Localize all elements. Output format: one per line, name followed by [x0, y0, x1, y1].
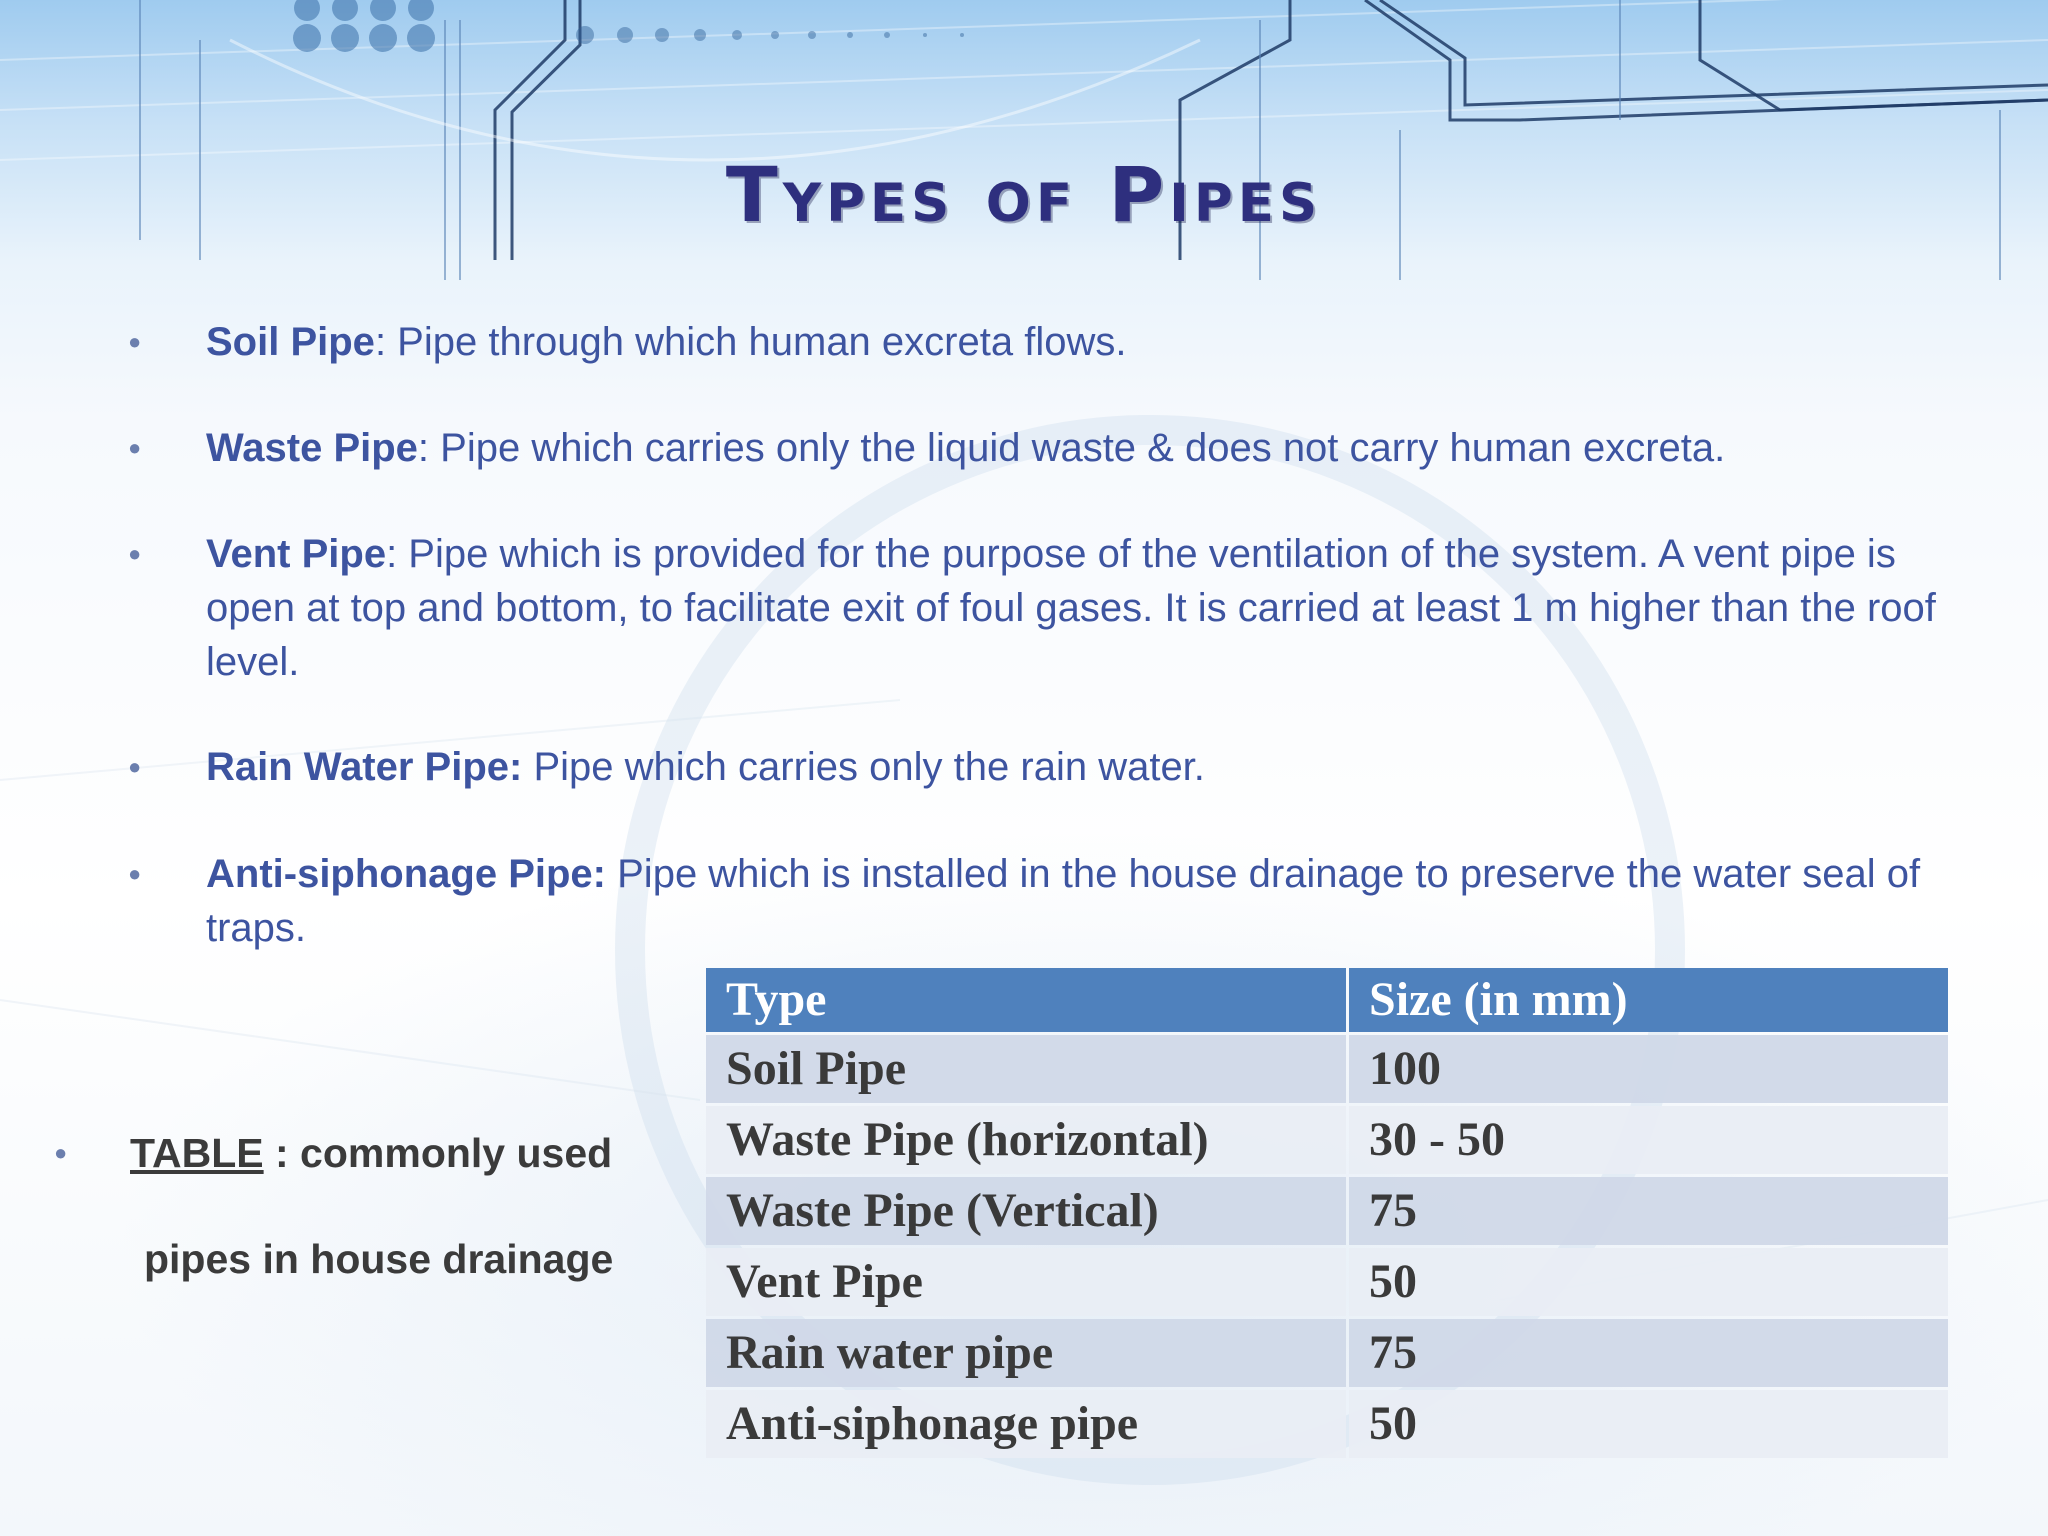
table-cell-size: 30 - 50 — [1349, 1106, 1948, 1174]
bullet-separator: : — [386, 532, 409, 576]
bullet-text: Pipe which is installed in the house drainage to preserve the water seal of traps. — [206, 852, 1921, 950]
table-cell-size: 100 — [1349, 1035, 1948, 1103]
table-row — [706, 1035, 1948, 1103]
bullet-separator — [606, 852, 617, 896]
bullet-separator: : — [417, 426, 441, 470]
table-row — [706, 1390, 1948, 1458]
pipe-size-table — [703, 965, 1951, 1461]
table-cell-size: 75 — [1349, 1177, 1948, 1245]
table-header-size: Size (in mm) — [1349, 968, 1948, 1032]
bullet-rain-water-pipe — [128, 740, 1956, 794]
table-row — [706, 1106, 1948, 1174]
bullet-dot-icon: ● — [128, 754, 142, 779]
bullet-vent-pipe — [128, 527, 1941, 689]
bullet-dot-icon: ● — [128, 329, 142, 354]
bullet-dot-icon: ● — [128, 861, 142, 886]
table-row — [706, 1248, 1948, 1316]
bullet-term: Soil Pipe — [206, 320, 375, 364]
table-cell-type: Vent Pipe — [706, 1248, 1346, 1316]
bullet-separator — [522, 745, 533, 789]
bullet-text: Pipe which is provided for the purpose of the ventilation of the system. A vent pipe is open at top and bottom, to facilitate exit of foul gases. It is carried at least 1 m higher than the roof level. — [206, 532, 1936, 684]
table-cell-type: Soil Pipe — [706, 1035, 1346, 1103]
bullet-term: Vent Pipe — [206, 532, 387, 576]
slide-title: Types of Pipes — [725, 150, 1323, 239]
bullet-dot-icon: ● — [128, 541, 142, 566]
table-row — [706, 1319, 1948, 1387]
bullet-separator: : — [374, 320, 398, 364]
bullet-waste-pipe — [128, 421, 1956, 475]
bullet-dot-icon: ● — [54, 1140, 68, 1165]
table-caption-line2: pipes in house drainage — [144, 1236, 614, 1282]
bullet-text: Pipe which carries only the liquid waste & does not carry human excreta. — [440, 426, 1726, 470]
bullet-dot-icon: ● — [128, 435, 142, 460]
table-cell-type: Waste Pipe (horizontal) — [706, 1106, 1346, 1174]
table-caption-label: TABLE — [130, 1130, 264, 1176]
table-header-type: Type — [706, 968, 1346, 1032]
bullet-term: Anti-siphonage Pipe: — [206, 852, 606, 896]
bullet-soil-pipe — [128, 315, 1956, 369]
table-cell-type: Anti-siphonage pipe — [706, 1390, 1346, 1458]
bullet-anti-siphonage-pipe — [128, 847, 1941, 955]
table-header-row — [706, 968, 1948, 1032]
table-cell-type: Rain water pipe — [706, 1319, 1346, 1387]
table-cell-size: 50 — [1349, 1390, 1948, 1458]
bullet-term: Waste Pipe — [206, 426, 418, 470]
bullet-text: Pipe through which human excreta flows. — [397, 320, 1127, 364]
table-cell-size: 50 — [1349, 1248, 1948, 1316]
table-row — [706, 1177, 1948, 1245]
table-caption-rest: : commonly used — [263, 1130, 613, 1176]
table-cell-size: 75 — [1349, 1319, 1948, 1387]
bullet-term: Rain Water Pipe: — [206, 745, 523, 789]
table-cell-type: Waste Pipe (Vertical) — [706, 1177, 1346, 1245]
table-caption — [54, 1100, 690, 1312]
bullet-text: Pipe which carries only the rain water. — [533, 745, 1205, 789]
